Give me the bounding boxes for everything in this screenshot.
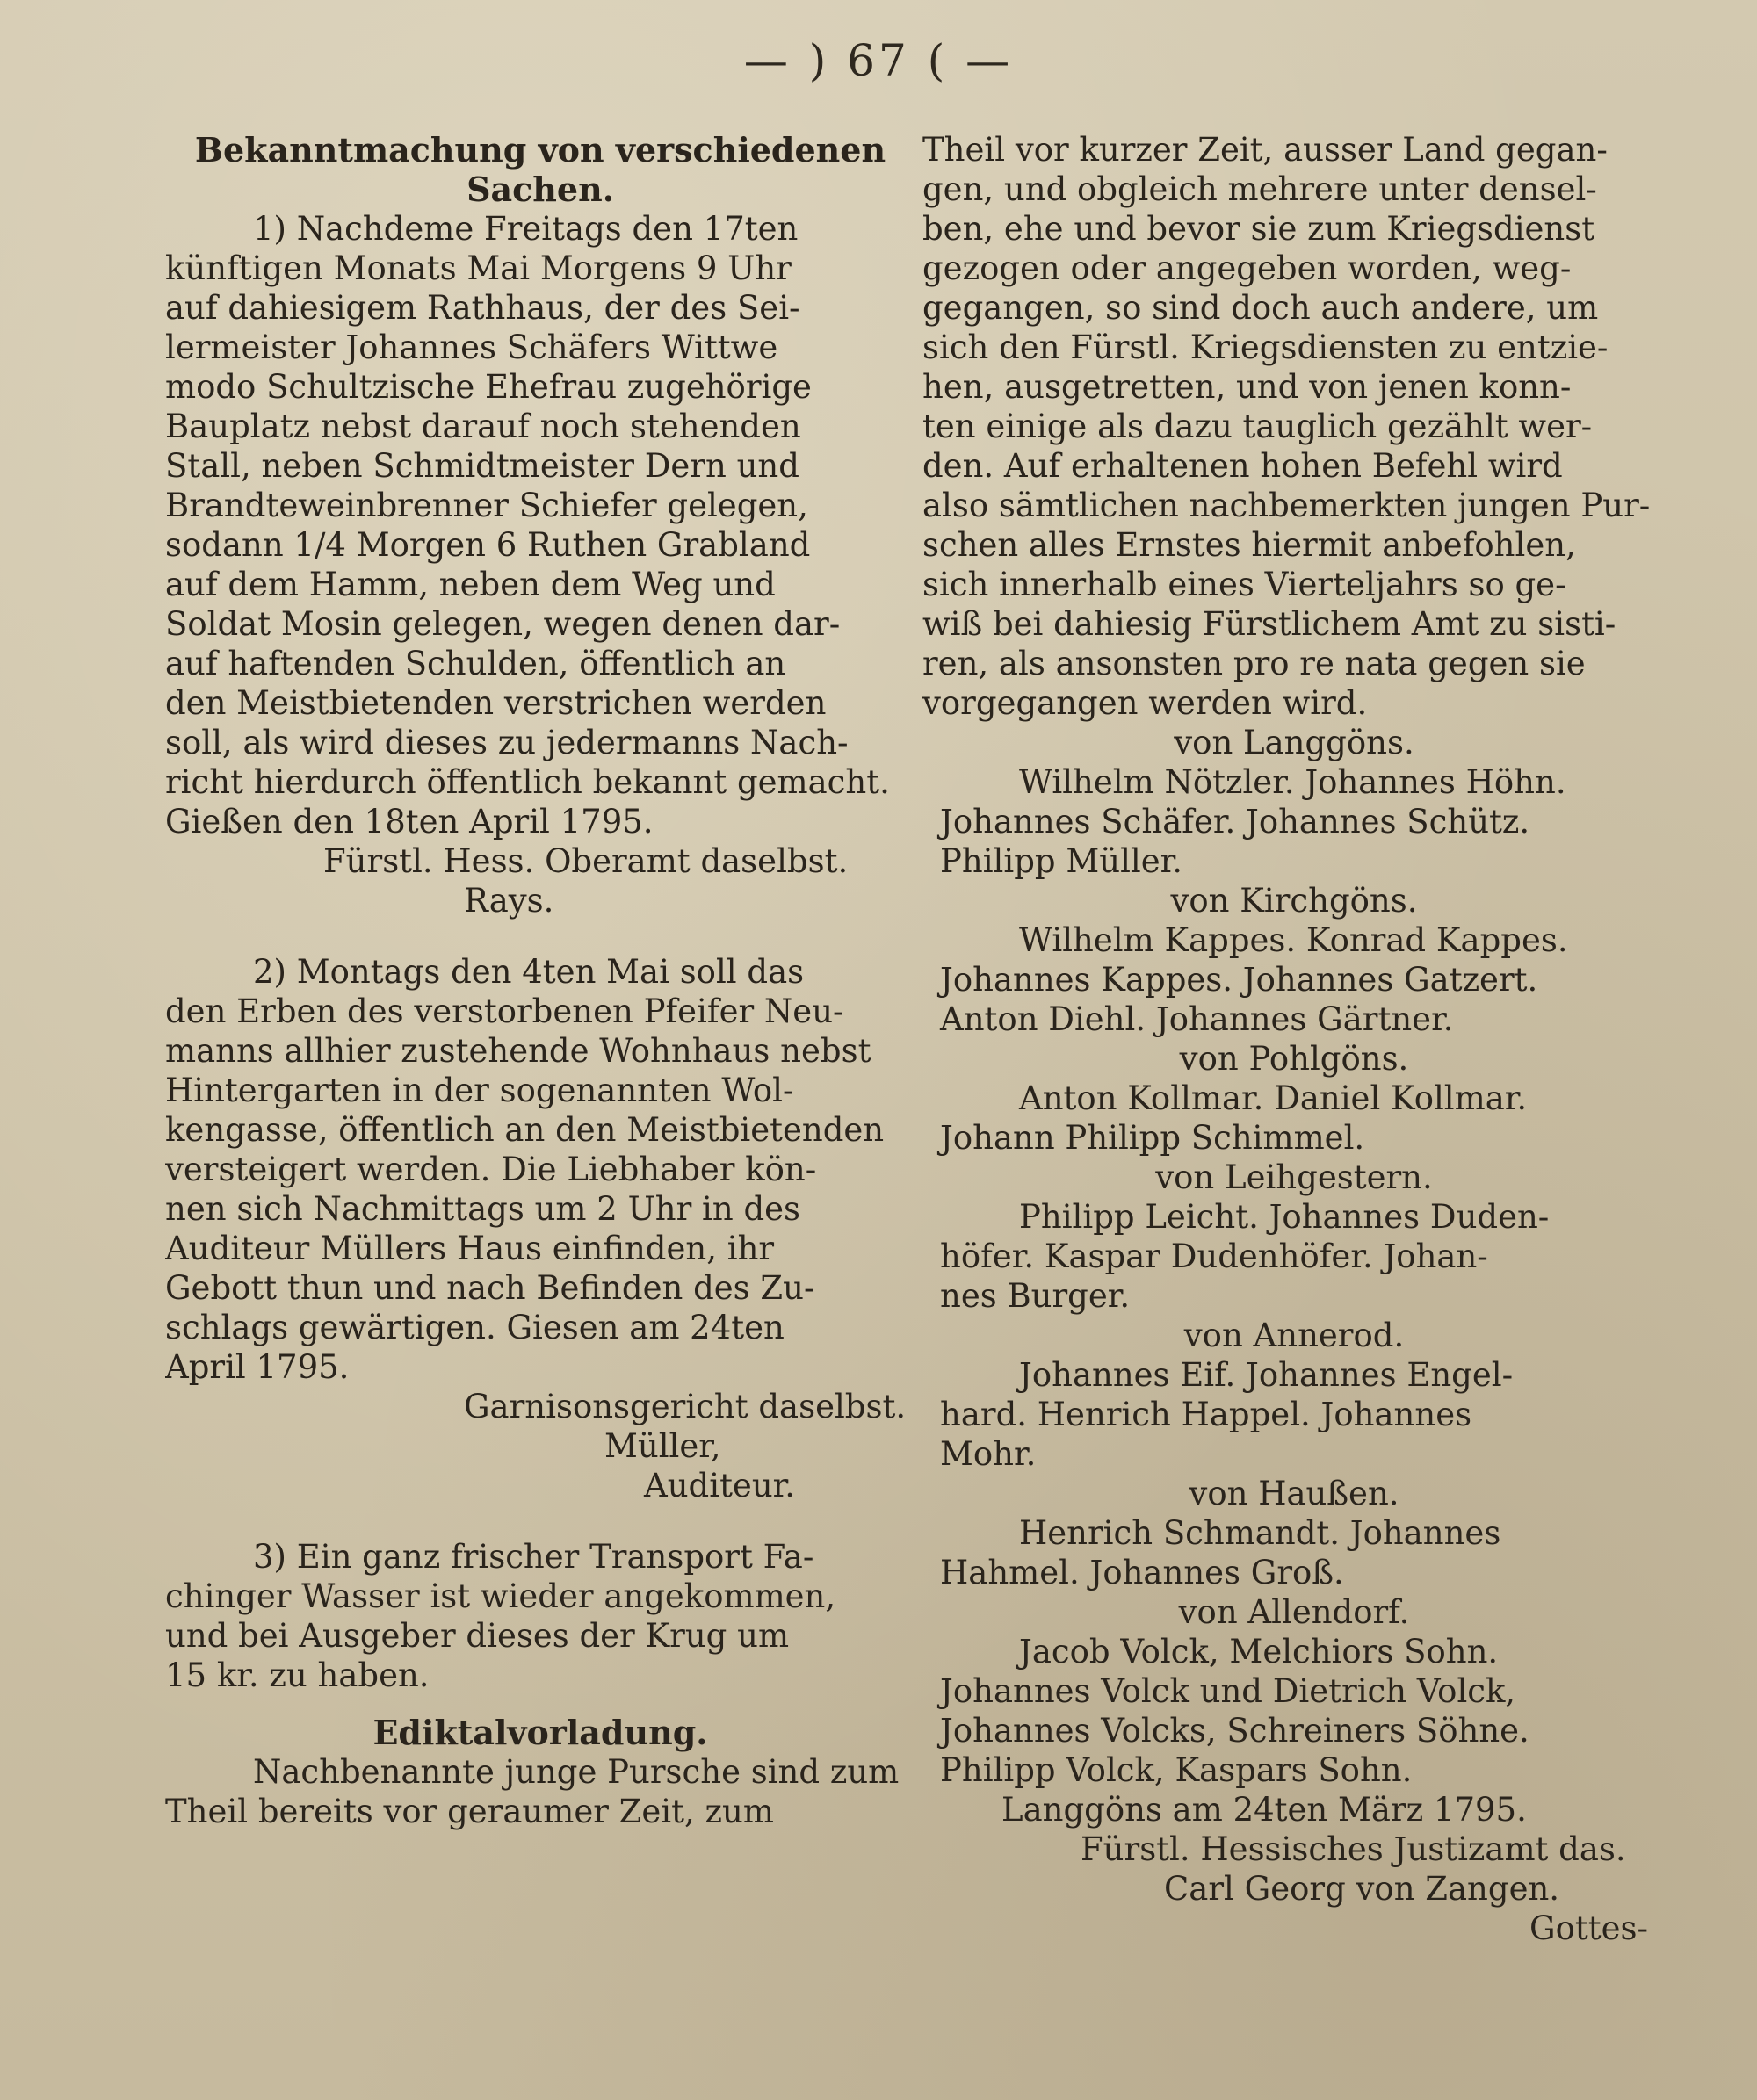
name-line: Henrich Schmandt. Johannes [1019,1514,1501,1552]
text-line: 2) Montags den 4ten Mai soll das [253,953,805,991]
name-line: Anton Diehl. Johannes Gärtner. [940,1000,1454,1038]
text-line: chinger Wasser ist wieder angekommen, [165,1577,836,1615]
notice-item-1 [165,209,915,920]
place-heading: von Annerod. [1183,1317,1405,1354]
text-line: Gebott thun und nach Befinden des Zu- [165,1269,815,1307]
text-line: Stall, neben Schmidtmeister Dern und [165,447,799,485]
name-line: höfer. Kaspar Dudenhöfer. Johan- [940,1238,1488,1275]
text-line: den Meistbietenden verstrichen werden [165,684,827,722]
text-line: gegangen, so sind doch auch andere, um [922,289,1599,327]
signature-line: Fürstl. Hess. Oberamt daselbst. [323,842,849,880]
place-heading: von Haußen. [1189,1475,1399,1512]
group-leihgestern [922,1158,1666,1316]
name-line: Philipp Volck, Kaspars Sohn. [940,1751,1413,1789]
name-line: Johannes Schäfer. Johannes Schütz. [940,803,1530,841]
spacer [165,1505,915,1537]
name-line: Hahmel. Johannes Groß. [940,1554,1344,1591]
name-line: Philipp Müller. [940,842,1183,880]
signature-name: Rays. [464,882,554,920]
text-line: modo Schultzische Ehefrau zugehörige [165,368,812,406]
text-line: kengasse, öffentlich an den Meistbietenden [165,1111,885,1149]
group-haussen [922,1474,1666,1592]
name-line: Johannes Volcks, Schreiners Söhne. [940,1712,1529,1750]
text-line: ten einige als dazu tauglich gezählt wer- [922,408,1593,445]
notice-heading-line-2: Sachen. [466,170,614,209]
text-line: versteigert werden. Die Liebhaber kön- [165,1151,817,1188]
text-line: also sämtlichen nachbemerkten jungen Pur- [922,487,1651,524]
closing-signature: Carl Georg von Zangen. [1164,1870,1560,1908]
group-langgoens [922,723,1666,881]
text-line: schen alles Ernstes hiermit anbefohlen, [922,526,1576,564]
text-line: Bauplatz nebst darauf noch stehenden [165,408,801,445]
edict-heading: Ediktalvorladung. [372,1713,708,1752]
name-line: hard. Henrich Happel. Johannes [940,1396,1472,1433]
text-line: Hintergarten in der sogenannten Wol- [165,1072,794,1109]
text-line: den. Auf erhaltenen hohen Befehl wird [922,447,1563,485]
text-line: auf dem Hamm, neben dem Weg und [165,566,776,603]
group-annerod [922,1316,1666,1474]
place-heading: von Leihgestern. [1155,1158,1433,1196]
right-column [922,130,1666,1948]
text-line: auf dahiesigem Rathhaus, der des Sei- [165,289,800,327]
notice-heading-line-1: Bekanntmachung von verschiedenen [194,130,886,170]
text-line: vorgegangen werden wird. [922,684,1368,722]
name-line: nes Burger. [940,1277,1131,1315]
text-line: 15 kr. zu haben. [165,1656,430,1694]
name-line: Anton Kollmar. Daniel Kollmar. [1019,1079,1528,1117]
group-kirchgoens [922,881,1666,1039]
notice-item-2 [165,952,915,1505]
text-line: künftigen Monats Mai Morgens 9 Uhr [165,249,792,287]
text-line: ren, als ansonsten pro re nata gegen sie [922,645,1586,682]
name-line: Wilhelm Nötzler. Johannes Höhn. [1019,763,1566,801]
place-heading: von Kirchgöns. [1170,882,1418,920]
signature-line: Garnisonsgericht daselbst. [464,1388,907,1425]
text-line: 3) Ein ganz frischer Transport Fa- [253,1538,814,1576]
signature-title: Auditeur. [644,1467,796,1505]
text-line: gen, und obgleich mehrere unter densel- [922,170,1597,208]
text-line: soll, als wird dieses zu jedermanns Nach- [165,724,849,761]
closing-date: Langgöns am 24ten März 1795. [1001,1791,1527,1829]
text-line: wiß bei dahiesig Fürstlichem Amt zu sisti- [922,605,1616,643]
text-line: den Erben des verstorbenen Pfeifer Neu- [165,992,844,1030]
place-heading: von Langgöns. [1174,724,1414,761]
text-line: Soldat Mosin gelegen, wegen denen dar- [165,605,841,643]
text-line: Theil bereits vor geraumer Zeit, zum [165,1793,774,1830]
name-line: Philipp Leicht. Johannes Duden- [1019,1198,1550,1236]
name-line: Johann Philipp Schimmel. [940,1119,1365,1157]
text-line: Brandteweinbrenner Schiefer gelegen, [165,487,808,524]
place-heading: von Pohlgöns. [1179,1040,1409,1078]
text-line: 1) Nachdeme Freitags den 17ten [253,210,799,248]
text-line: Nachbenannte junge Pursche sind zum [253,1753,900,1791]
group-allendorf [922,1592,1666,1790]
text-line: und bei Ausgeber dieses der Krug um [165,1617,790,1655]
text-line: lermeister Johannes Schäfers Wittwe [165,328,778,366]
signature-name: Müller, [604,1427,721,1465]
text-line: ben, ehe und bevor sie zum Kriegsdienst [922,210,1595,248]
text-line: April 1795. [165,1348,350,1386]
group-pohlgoens [922,1039,1666,1158]
text-line: sodann 1/4 Morgen 6 Ruthen Grabland [165,526,811,564]
spacer [165,920,915,952]
text-line: Gießen den 18ten April 1795. [165,803,654,841]
name-line: Jacob Volck, Melchiors Sohn. [1019,1633,1499,1671]
catchword: Gottes- [1529,1909,1648,1947]
text-line: Theil vor kurzer Zeit, ausser Land gegan- [922,131,1608,169]
text-line: gezogen oder angegeben worden, weg- [922,249,1572,287]
place-heading: von Allendorf. [1178,1593,1410,1631]
notice-item-3 [165,1537,915,1695]
name-line: Johannes Eif. Johannes Engel- [1019,1356,1514,1394]
text-line: manns allhier zustehende Wohnhaus nebst [165,1032,871,1070]
text-line: sich den Fürstl. Kriegsdiensten zu entzie- [922,328,1609,366]
name-line: Mohr. [940,1435,1037,1473]
text-line: schlags gewärtigen. Giesen am 24ten [165,1309,785,1346]
text-line: Auditeur Müllers Haus einfinden, ihr [165,1230,775,1267]
name-line: Johannes Volck und Dietrich Volck, [940,1672,1516,1710]
name-line: Wilhelm Kappes. Konrad Kappes. [1019,921,1568,959]
text-line: sich innerhalb eines Vierteljahrs so ge- [922,566,1566,603]
text-line: auf haftenden Schulden, öffentlich an [165,645,786,682]
closing-office: Fürstl. Hessisches Justizamt das. [1081,1830,1626,1868]
name-line: Johannes Kappes. Johannes Gatzert. [940,961,1538,999]
text-line: richt hierdurch öffentlich bekannt gemacht. [165,763,890,801]
text-line: nen sich Nachmittags um 2 Uhr in des [165,1190,801,1228]
closing-block [922,1790,1666,1948]
text-line: hen, ausgetretten, und von jenen konn- [922,368,1572,406]
page-number-header: — ) 67 ( — [743,35,1014,86]
left-column [165,130,915,1831]
spacer [165,1695,915,1713]
